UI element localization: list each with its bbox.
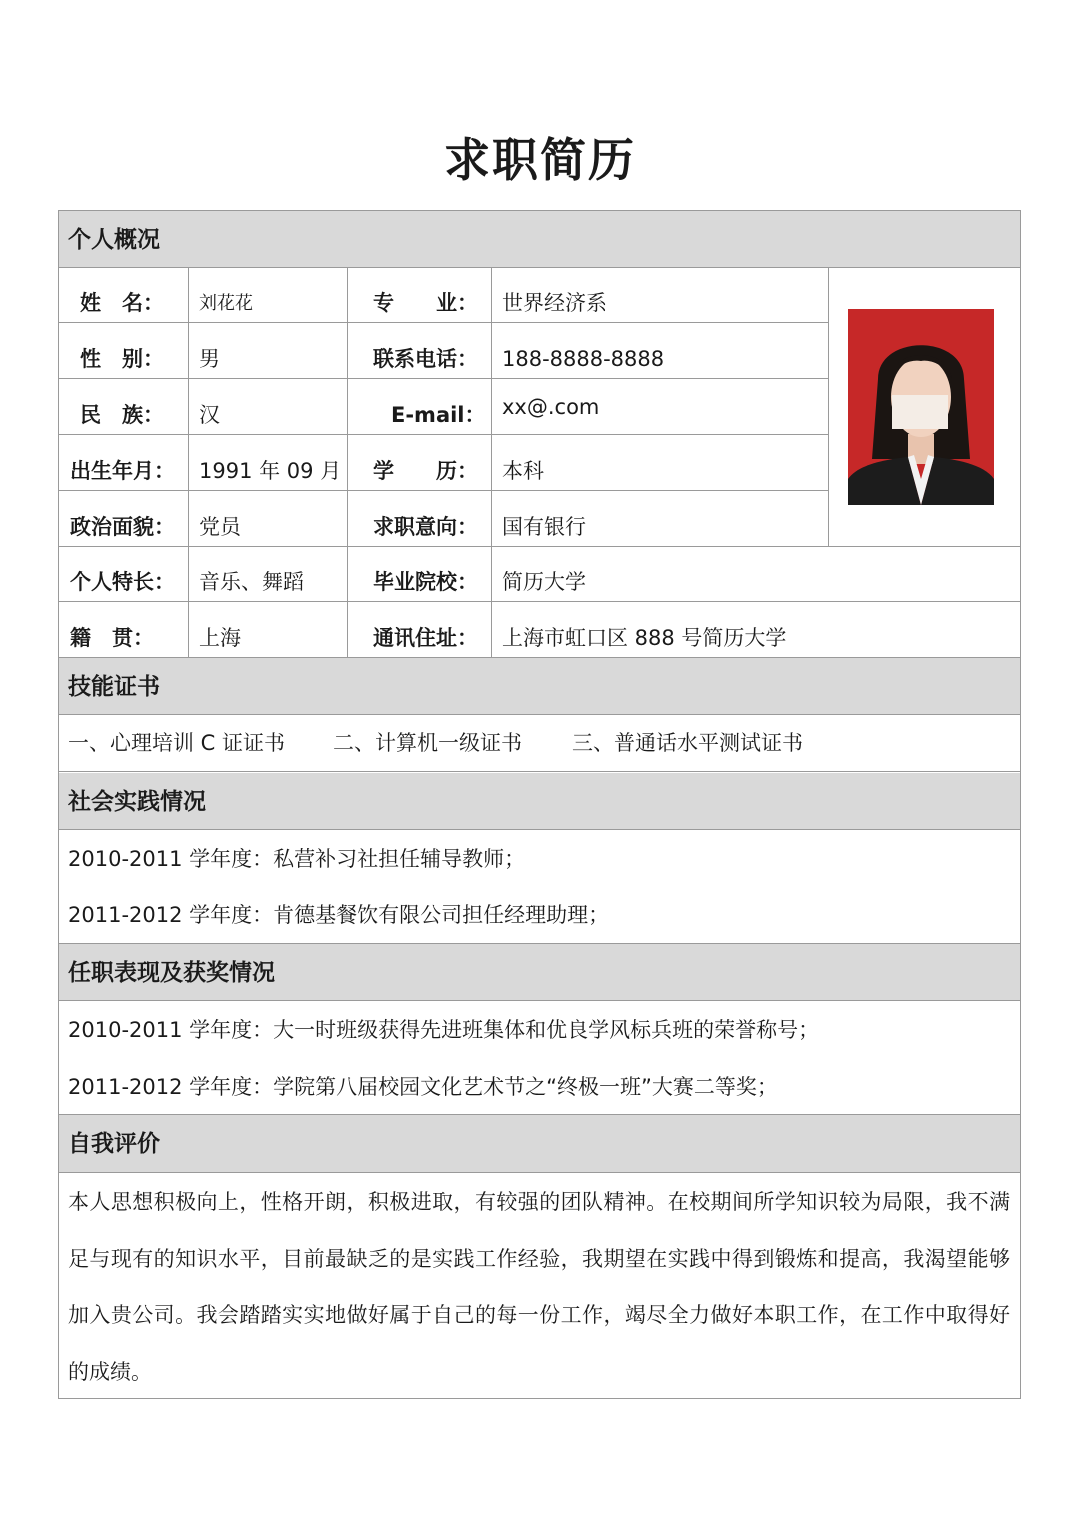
value-school: 简历大学 bbox=[502, 570, 586, 594]
skill-item: 一、心理培训 C 证证书 bbox=[68, 731, 286, 755]
label-phone: 联系电话： bbox=[373, 347, 478, 371]
divider bbox=[58, 771, 1021, 772]
value-birth: 1991 年 09 月 bbox=[199, 459, 342, 483]
value-ethnicity: 汉 bbox=[199, 403, 220, 427]
label-education: 学 历： bbox=[373, 459, 478, 483]
divider bbox=[58, 943, 1021, 944]
award-item: 2011-2012 学年度：学院第八届校园文化艺术节之“终极一班”大赛二等奖； bbox=[68, 1075, 778, 1099]
divider bbox=[188, 267, 189, 657]
value-political: 党员 bbox=[199, 515, 241, 539]
section-title-practice: 社会实践情况 bbox=[68, 789, 206, 815]
label-gender: 性 别： bbox=[80, 347, 164, 371]
section-title-personal: 个人概况 bbox=[68, 227, 160, 253]
label-specialty: 个人特长： bbox=[70, 570, 175, 594]
value-email: xx@.com bbox=[502, 395, 600, 419]
divider bbox=[491, 267, 492, 657]
value-major: 世界经济系 bbox=[502, 291, 607, 315]
label-name: 姓 名： bbox=[80, 291, 164, 315]
self-evaluation-text: 本人思想积极向上，性格开朗，积极进取，有较强的团队精神。在校期间所学知识较为局限，我不满足与现有的知识水平，目前最缺乏的是实践工作经验，我期望在实践中得到锻炼和提高，我渴望能够加入贵公司。我会踏踏实实地做好属于自己的每一份工作，竭尽全力做好本职工作，在工作中取得好的成绩。 bbox=[68, 1190, 1010, 1384]
section-title-skills: 技能证书 bbox=[68, 674, 160, 700]
section-title-awards: 任职表现及获奖情况 bbox=[68, 960, 275, 986]
skill-item: 三、普通话水平测试证书 bbox=[572, 731, 803, 755]
profile-photo bbox=[848, 309, 994, 505]
label-birth: 出生年月： bbox=[70, 459, 175, 483]
value-address: 上海市虹口区 888 号简历大学 bbox=[502, 626, 787, 650]
label-school: 毕业院校： bbox=[373, 570, 478, 594]
section-title-self-eval: 自我评价 bbox=[68, 1131, 160, 1157]
skill-item: 二、计算机一级证书 bbox=[333, 731, 522, 755]
label-political: 政治面貌： bbox=[70, 515, 175, 539]
value-specialty: 音乐、舞蹈 bbox=[199, 570, 304, 594]
label-address: 通讯住址： bbox=[373, 626, 478, 650]
value-hometown: 上海 bbox=[199, 626, 241, 650]
value-education: 本科 bbox=[502, 459, 544, 483]
award-item: 2010-2011 学年度：大一时班级获得先进班集体和优良学风标兵班的荣誉称号； bbox=[68, 1018, 820, 1042]
divider bbox=[58, 267, 1021, 268]
label-ethnicity: 民 族： bbox=[80, 403, 164, 427]
practice-item: 2010-2011 学年度：私营补习社担任辅导教师； bbox=[68, 847, 526, 871]
value-intention: 国有银行 bbox=[502, 515, 586, 539]
value-name: 刘花花 bbox=[199, 293, 253, 314]
portrait-image bbox=[848, 309, 994, 505]
label-major: 专 业： bbox=[373, 291, 478, 315]
divider bbox=[828, 267, 829, 546]
label-hometown: 籍 贯： bbox=[70, 626, 154, 650]
label-email: E-mail： bbox=[391, 403, 486, 427]
practice-item: 2011-2012 学年度：肯德基餐饮有限公司担任经理助理； bbox=[68, 903, 610, 927]
divider bbox=[58, 1172, 1021, 1173]
value-gender: 男 bbox=[199, 347, 220, 371]
page-title: 求职简历 bbox=[444, 133, 636, 187]
value-phone: 188-8888-8888 bbox=[502, 347, 665, 371]
divider bbox=[347, 267, 348, 657]
label-intention: 求职意向： bbox=[373, 515, 478, 539]
